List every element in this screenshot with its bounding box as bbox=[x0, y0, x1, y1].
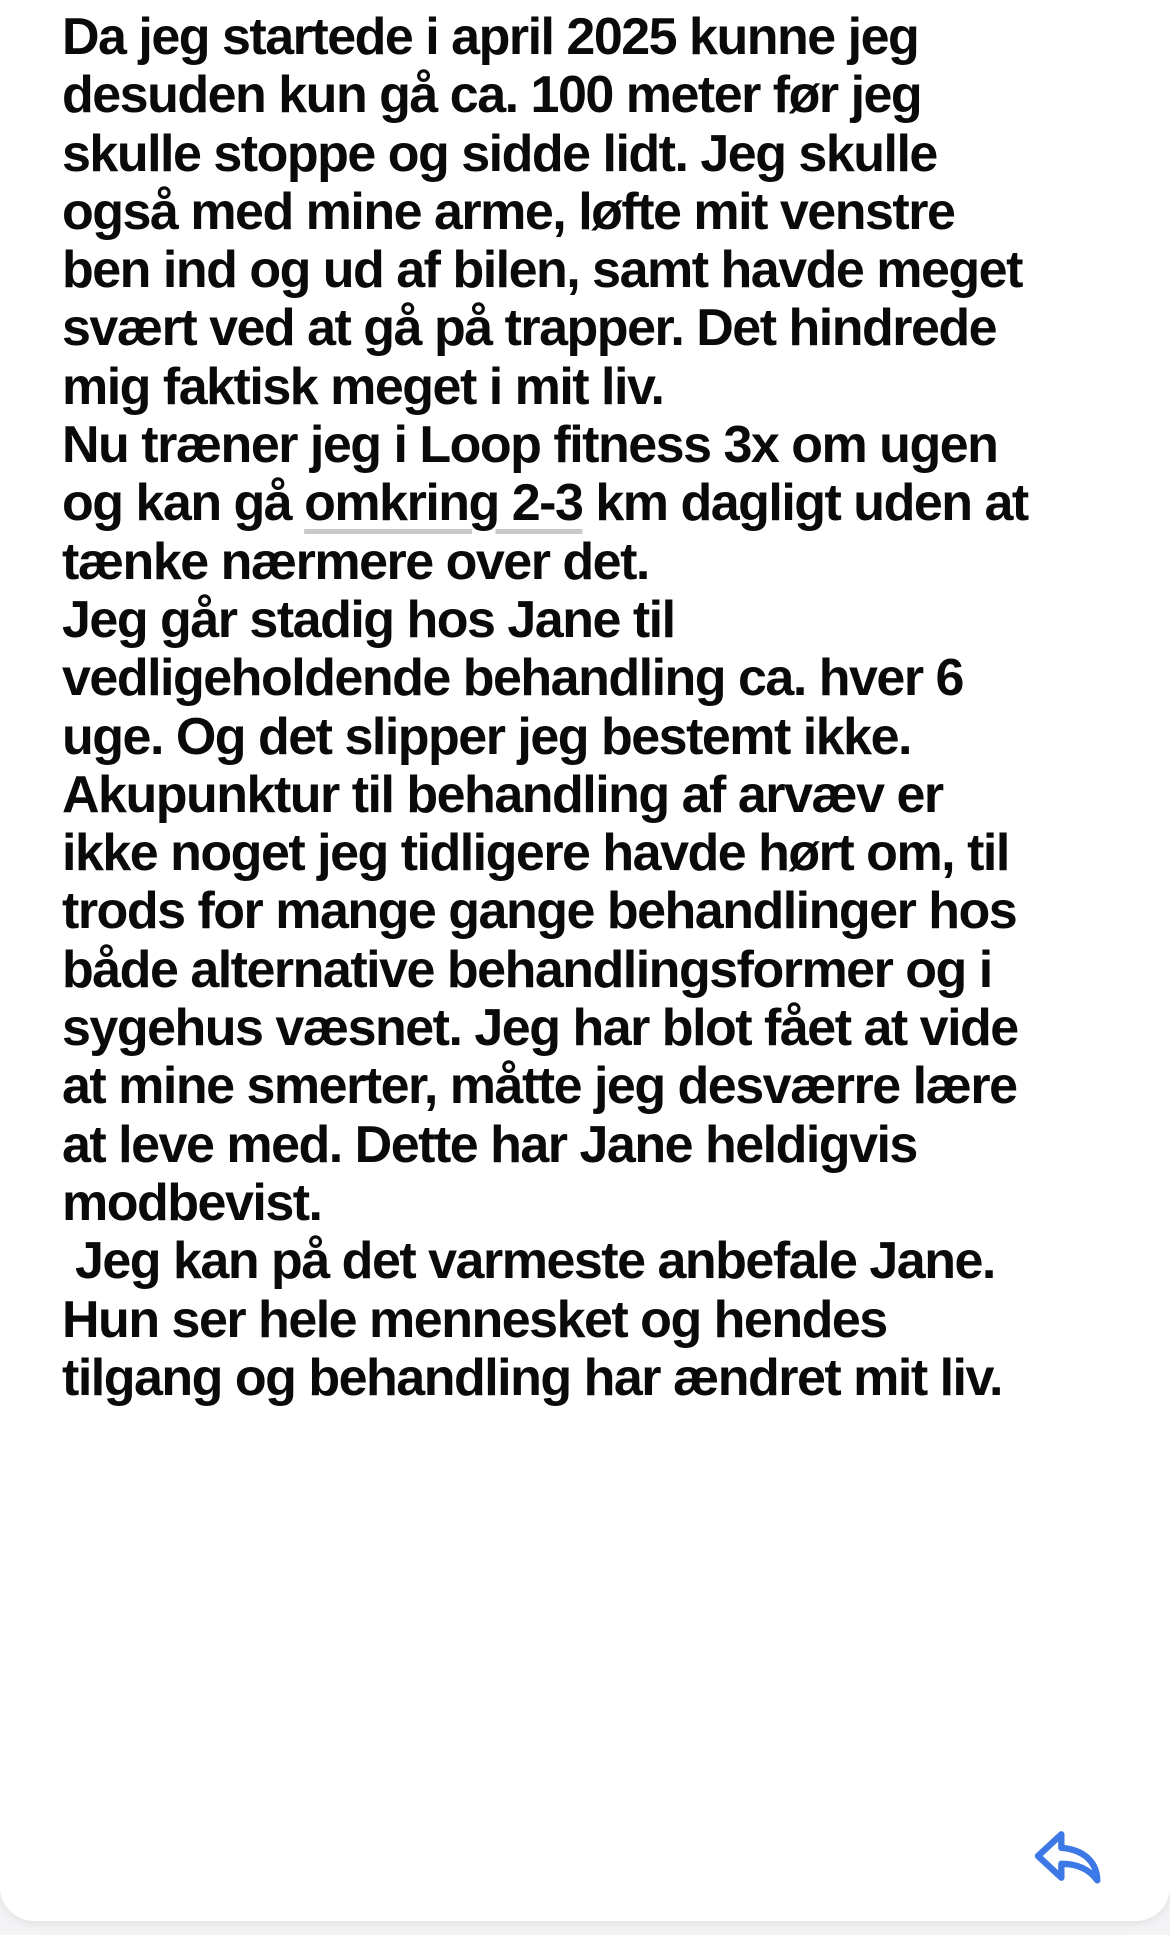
text-line bbox=[62, 125, 1028, 183]
text-line bbox=[62, 591, 1028, 649]
text-line bbox=[62, 241, 1028, 299]
text-line bbox=[62, 8, 1028, 66]
underlined-phrase: omkring 2-3 bbox=[304, 474, 583, 533]
reply-button[interactable] bbox=[1026, 1816, 1110, 1896]
text-segment: sygehus væsnet. Jeg har blot fået at vide bbox=[62, 999, 1018, 1058]
text-segment: også med mine arme, løfte mit venstre bbox=[62, 182, 955, 241]
message-text bbox=[62, 8, 1028, 1407]
text-segment: tilgang og behandling har ændret mit liv. bbox=[62, 1348, 1003, 1407]
text-line bbox=[62, 1116, 1028, 1174]
text-segment: km dagligt uden at bbox=[582, 474, 1028, 533]
reply-arrow-icon bbox=[1026, 1816, 1110, 1896]
text-line bbox=[62, 882, 1028, 940]
text-segment: tænke nærmere over det. bbox=[62, 532, 649, 591]
text-segment: desuden kun gå ca. 100 meter før jeg bbox=[62, 66, 922, 125]
text-line bbox=[62, 824, 1028, 882]
text-line bbox=[62, 649, 1028, 707]
text-line bbox=[62, 533, 1028, 591]
text-line bbox=[62, 474, 1028, 532]
text-line bbox=[62, 1291, 1028, 1349]
text-line bbox=[62, 299, 1028, 357]
text-segment: og kan gå bbox=[62, 474, 305, 533]
text-segment: ben ind og ud af bilen, samt havde meget bbox=[62, 241, 1022, 300]
text-line bbox=[62, 1057, 1028, 1115]
text-segment: Da jeg startede i april 2025 kunne jeg bbox=[62, 8, 919, 66]
text-line bbox=[62, 183, 1028, 241]
text-line bbox=[62, 766, 1028, 824]
text-line bbox=[62, 358, 1028, 416]
text-line bbox=[62, 999, 1028, 1057]
text-segment: vedligeholdende behandling ca. hver 6 bbox=[62, 649, 963, 708]
text-segment: mig faktisk meget i mit liv. bbox=[62, 357, 664, 416]
text-line bbox=[62, 1349, 1028, 1407]
text-line bbox=[62, 708, 1028, 766]
text-line bbox=[62, 1232, 1028, 1290]
text-segment: modbevist. bbox=[62, 1173, 322, 1232]
text-segment: Nu træner jeg i Loop fitness 3x om ugen bbox=[62, 416, 998, 475]
text-segment: Jeg går stadig hos Jane til bbox=[62, 590, 675, 649]
text-segment: Akupunktur til behandling af arvæv er bbox=[62, 765, 943, 824]
text-line bbox=[62, 416, 1028, 474]
text-line bbox=[62, 66, 1028, 124]
text-segment: Hun ser hele mennesket og hendes bbox=[62, 1290, 887, 1349]
text-segment: trods for mange gange behandlinger hos bbox=[62, 882, 1017, 941]
text-segment: at leve med. Dette har Jane heldigvis bbox=[62, 1115, 917, 1174]
text-line bbox=[62, 941, 1028, 999]
text-segment: svært ved at gå på trapper. Det hindrede bbox=[62, 299, 997, 358]
text-segment: uge. Og det slipper jeg bestemt ikke. bbox=[62, 707, 911, 766]
text-segment: skulle stoppe og sidde lidt. Jeg skulle bbox=[62, 124, 937, 183]
text-line bbox=[62, 1174, 1028, 1232]
text-segment: ikke noget jeg tidligere havde hørt om, til bbox=[62, 824, 1009, 883]
text-segment: at mine smerter, måtte jeg desværre lære bbox=[62, 1057, 1017, 1116]
text-segment: både alternative behandlingsformer og i bbox=[62, 940, 992, 999]
text-segment: Jeg kan på det varmeste anbefale Jane. bbox=[62, 1232, 995, 1291]
